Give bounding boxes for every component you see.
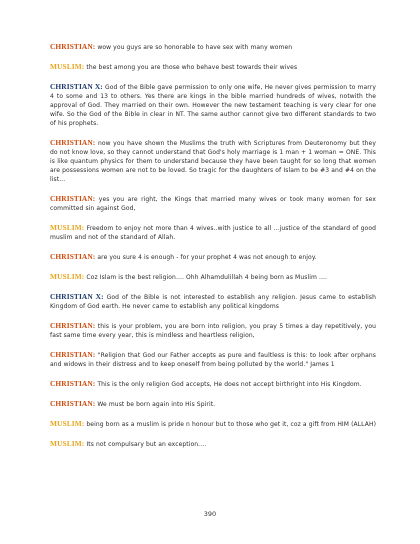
dialogue-text: God of the Bible is not interested to establish any religion. Jesus came to establish Kingdom of God earth. He never came to establish any political kingdoms bbox=[50, 294, 376, 310]
speaker-label: MUSLIM: bbox=[50, 62, 85, 71]
speaker-label: CHRISTIAN: bbox=[50, 138, 96, 147]
dialogue-text: this is your problem, you are born into religion, you pray 5 times a day repetitively, you fast same time every year, this is mindless and heartless religion, bbox=[50, 323, 376, 339]
dialogue-text: Coz Islam is the best religion.... Ohh Alhamdulillah 4 being born as Muslim .... bbox=[86, 274, 327, 281]
dialogue-paragraph bbox=[50, 82, 376, 128]
dialogue-text: We must be born again into His Spirit. bbox=[97, 401, 216, 408]
dialogue-paragraph bbox=[50, 42, 376, 52]
dialogue-paragraph bbox=[50, 272, 376, 282]
dialogue-text: now you have shown the Muslims the truth with Scriptures from Deuteronomy but they do not know love, so they cannot understand that God's holy marriage is 1 man + 1 woman = ONE. This is like quantum physics for them to understand because they have been taught for so long that women are possessions women are not to be loved. So tragic for the daughters of Islam to be #3 and #4 on the list... bbox=[50, 140, 376, 183]
dialogue-text: This is the only religion God accepts, He does not accept birthright into His Kingdom. bbox=[97, 381, 362, 388]
dialogue-text: "Religion that God our Father accepts as pure and faultless is this: to look after orphans and widows in their distress and to keep oneself from being polluted by the world." James 1 bbox=[50, 352, 376, 368]
dialogue-paragraph bbox=[50, 223, 376, 242]
speaker-label: MUSLIM: bbox=[50, 419, 85, 428]
dialogue-paragraph bbox=[50, 399, 376, 409]
speaker-label: CHRISTIAN: bbox=[50, 321, 96, 330]
dialogue-paragraph bbox=[50, 138, 376, 184]
dialogue-text: yes you are right, the Kings that married many wives or took many women for sex committed sin against God, bbox=[50, 196, 376, 212]
speaker-label: MUSLIM: bbox=[50, 439, 85, 448]
dialogue-text: wow you guys are so honorable to have sex with many women bbox=[97, 44, 293, 51]
dialogue-paragraph bbox=[50, 321, 376, 340]
dialogue-paragraph bbox=[50, 292, 376, 311]
dialogue-text: being born as a muslim is pride n honour but to those who get it, coz a gift from HIM (ALLAH) bbox=[86, 421, 377, 428]
speaker-label: CHRISTIAN: bbox=[50, 252, 96, 261]
speaker-label: CHRISTIAN X: bbox=[50, 82, 103, 91]
dialogue-text: are you sure 4 is enough - for your prophet 4 was not enough to enjoy. bbox=[97, 254, 317, 261]
dialogue-paragraph bbox=[50, 439, 376, 449]
speaker-label: MUSLIM: bbox=[50, 223, 85, 232]
dialogue-text: the best among you are those who behave best towards their wives bbox=[86, 64, 298, 71]
dialogue-paragraph bbox=[50, 419, 376, 429]
page-number: 390 bbox=[203, 510, 217, 518]
dialogue-paragraph bbox=[50, 252, 376, 262]
dialogue-paragraph bbox=[50, 62, 376, 72]
dialogue-paragraph bbox=[50, 194, 376, 213]
dialogue-body bbox=[50, 42, 376, 449]
speaker-label: CHRISTIAN: bbox=[50, 42, 96, 51]
dialogue-paragraph bbox=[50, 350, 376, 369]
speaker-label: CHRISTIAN: bbox=[50, 379, 96, 388]
speaker-label: MUSLIM: bbox=[50, 272, 85, 281]
dialogue-paragraph bbox=[50, 379, 376, 389]
dialogue-text: Freedom to enjoy not more than 4 wives..with justice to all ...justice of the standard of good muslim and not of the standard of Allah. bbox=[50, 225, 376, 241]
dialogue-text: God of the Bible gave permission to only one wife, He never gives permission to marry 4 to some and 13 to others. Yes there are kings in the bible married hundreds of wives, notwith the approval of God. They married on their own. However the new testament teaching is very clear for one wife. So the God of the Bible in clear in NT. The same author cannot give two different standards to two of his prophets. bbox=[50, 84, 376, 127]
speaker-label: CHRISTIAN: bbox=[50, 399, 96, 408]
speaker-label: CHRISTIAN: bbox=[50, 194, 96, 203]
speaker-label: CHRISTIAN X: bbox=[50, 292, 104, 301]
speaker-label: CHRISTIAN: bbox=[50, 350, 96, 359]
dialogue-text: Its not compulsary but an exception.... bbox=[86, 441, 207, 448]
